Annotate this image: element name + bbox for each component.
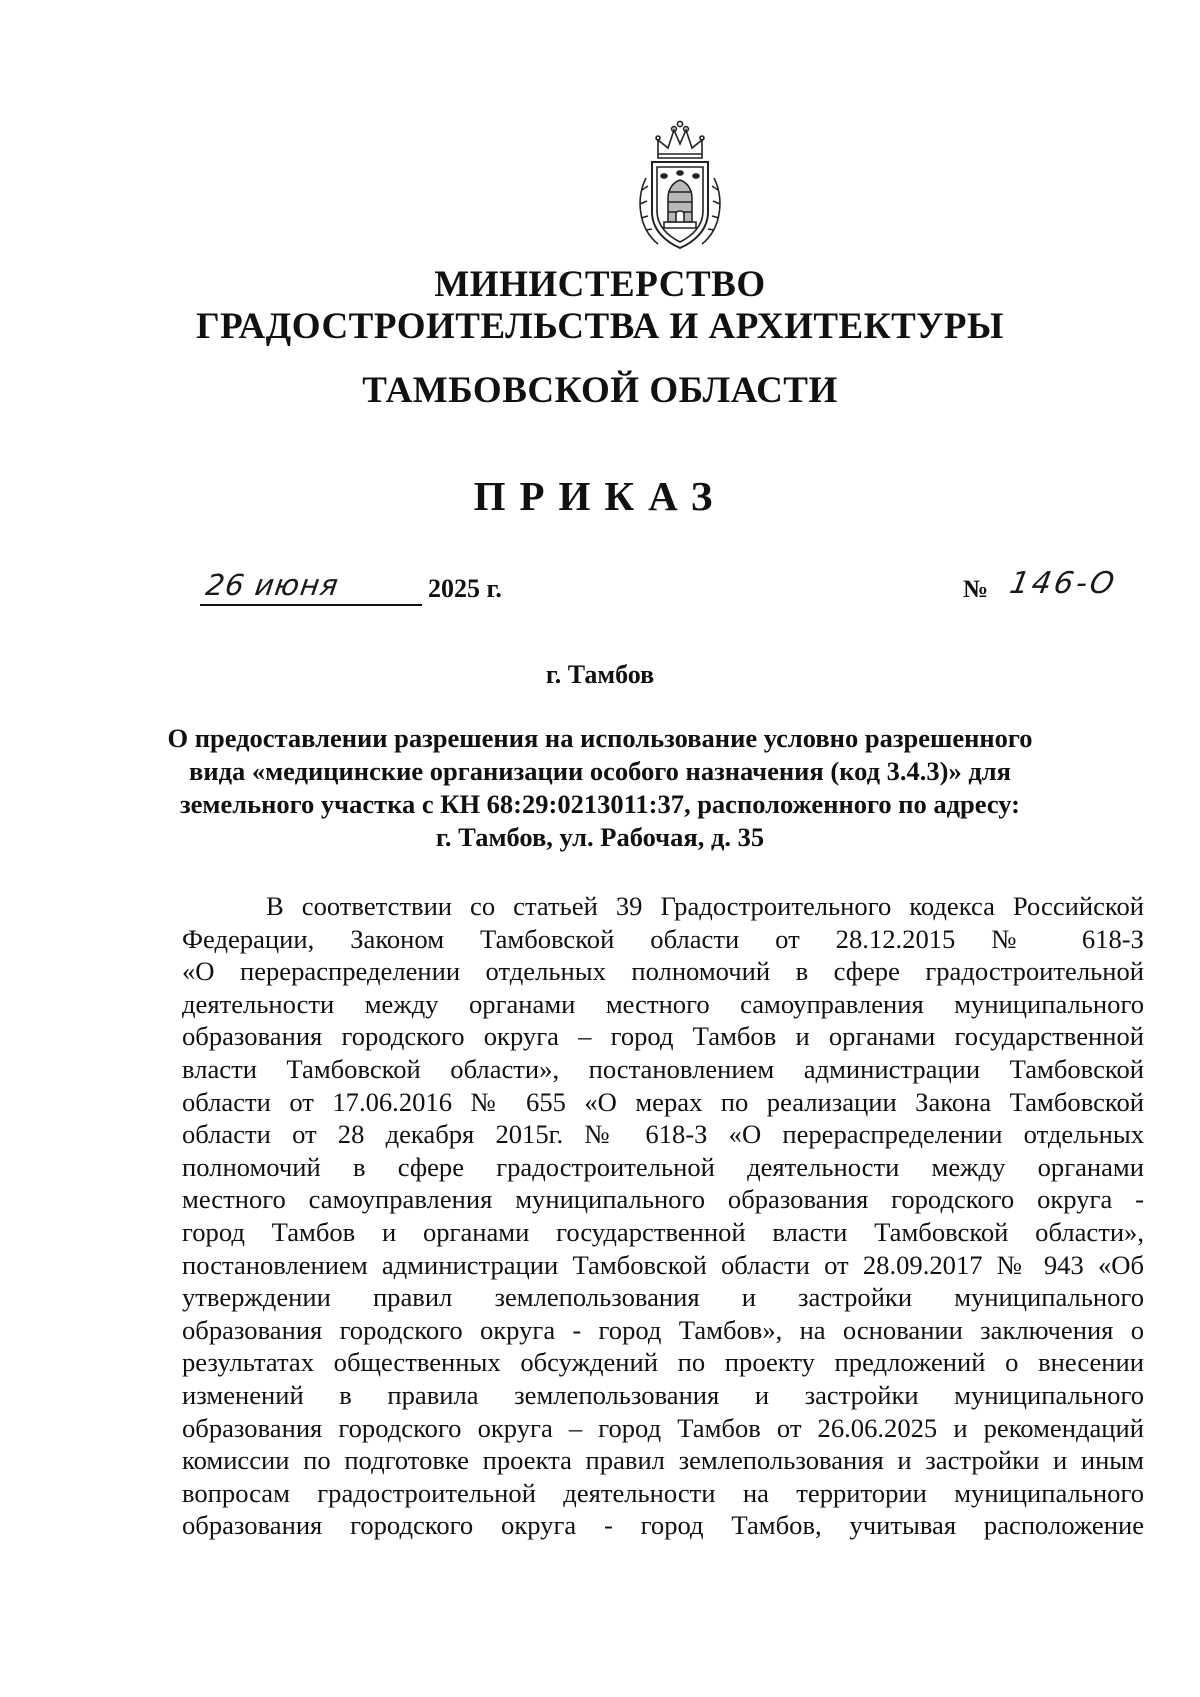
subject-line: О предоставлении разрешения на использование условно разрешенного [167,723,1033,753]
body-line: В соответствии со статьей 39 Градостроительного кодекса Российской [266,891,1144,921]
subject-line: земельного участка с КН 68:29:0213011:37, расположенного по адресу: [180,789,1020,819]
body-line: комиссии по подготовке проекта правил землепользования и застройки и иным [182,1445,1144,1476]
body-line: полномочий в сфере градостроительной деятельности между органами [182,1151,1144,1182]
order-subject-heading [150,722,1050,854]
body-line: деятельности между органами местного самоуправления муниципального [182,988,1144,1019]
body-line: результатах общественных обсуждений по проекту предложений о внесении [182,1347,1144,1378]
tambov-coat-of-arms-icon [628,118,732,254]
ministry-name-line-2: ГРАДОСТРОИТЕЛЬСТВА И АРХИТЕКТУРЫ [196,306,1004,347]
date-underline [200,604,422,606]
document-date-field [200,566,440,610]
subject-line: вида «медицинские организации особого назначения (код 3.4.3)» для [189,756,1011,786]
body-line: утверждении правил землепользования и застройки муниципального [182,1282,1144,1313]
ministry-name-line-1: МИНИСТЕРСТВО [434,264,766,305]
body-line: образования городского округа - город Тамбов», на основании заключения о [182,1314,1144,1345]
body-line: «О перераспределении отдельных полномочий в сфере градостроительной [182,956,1144,987]
body-line: вопросам градостроительной деятельности на территории муниципального [182,1477,1144,1508]
body-line: местного самоуправления муниципального образования городского округа - [182,1184,1144,1215]
handwritten-date: 26 июня [203,568,342,602]
handwritten-document-number: 146-О [1006,566,1120,601]
body-line: образования городского округа - город Тамбов, учитывая расположение [182,1510,1144,1541]
body-line: области от 28 декабря 2015г. № 618-З «О перераспределении отдельных [182,1119,1144,1150]
number-sign: № [963,576,989,603]
document-type-title: ПРИКАЗ [473,473,727,519]
document-city: г. Тамбов [545,660,655,689]
body-line: город Тамбов и органами государственной власти Тамбовской области», [182,1216,1144,1247]
ministry-region-line: ТАМБОВСКОЙ ОБЛАСТИ [362,370,838,411]
body-line: образования городского округа – город Тамбов и органами государственной [182,1021,1144,1052]
subject-line: г. Тамбов, ул. Рабочая, д. 35 [435,822,765,852]
body-line: Федерации, Законом Тамбовской области от 28.12.2015 № 618-З [182,923,1144,954]
body-line: образования городского округа – город Тамбов от 26.06.2025 и рекомендаций [182,1412,1144,1443]
body-line: постановлением администрации Тамбовской области от 28.09.2017 № 943 «Об [182,1249,1144,1280]
body-line: власти Тамбовской области», постановлением администрации Тамбовской [182,1053,1144,1084]
body-line: изменений в правила землепользования и застройки муниципального [182,1379,1144,1410]
document-year: 2025 г. [428,574,502,603]
body-line: области от 17.06.2016 № 655 «О мерах по реализации Закона Тамбовской [182,1086,1144,1117]
order-body-paragraph [182,890,1144,1542]
